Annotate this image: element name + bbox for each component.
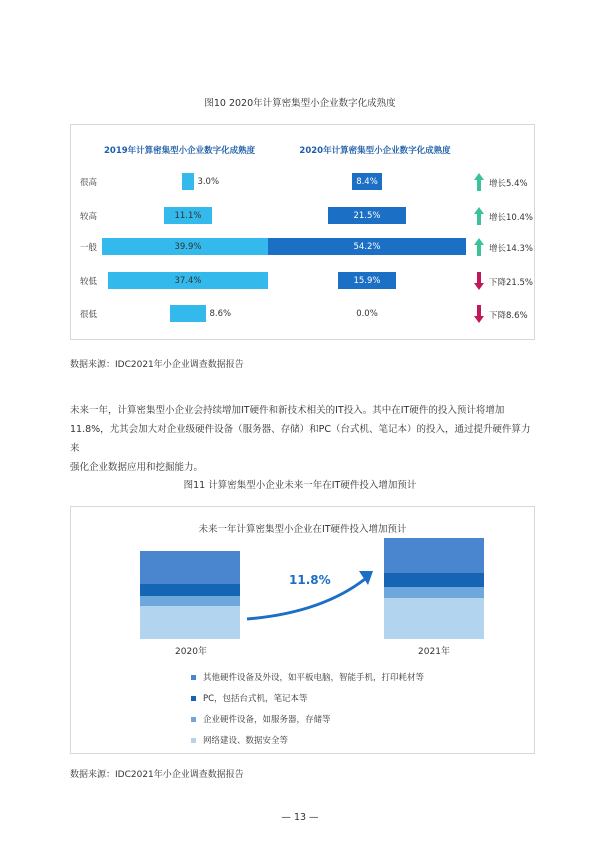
chart-title: 未来一年计算密集型小企业在IT硬件投入增加预计: [198, 524, 407, 535]
value-label-2020: 54.2%: [353, 242, 381, 252]
row-label: 较高: [80, 212, 98, 222]
value-label-2019: 37.4%: [174, 276, 202, 286]
legend-swatch: [191, 696, 196, 701]
change-label: 增长10.4%: [489, 213, 534, 223]
bar-2019: [182, 173, 195, 190]
column-header-2019: 2019年计算密集型小企业数字化成熟度: [104, 146, 256, 156]
stack-segment: [384, 573, 484, 587]
legend-label: 网络建设、数据安全等: [203, 736, 289, 746]
figure-11-panel: [70, 506, 535, 754]
page-number: — 13 —: [281, 812, 319, 823]
value-label-2019: 8.6%: [209, 309, 232, 319]
body-paragraph: [70, 401, 540, 477]
paragraph-line: 11.8%，尤其会加大对企业级硬件设备（服务器、存储）和PC（台式机、笔记本）的投入，通过提升硬件算力来: [70, 424, 531, 454]
growth-label: 11.8%: [289, 573, 331, 587]
row-label: 较低: [80, 277, 98, 287]
x-axis-label-2021: 2021年: [418, 647, 450, 657]
chart-legend: [191, 671, 424, 755]
value-label-2020: 0.0%: [356, 309, 378, 319]
value-label-2020: 21.5%: [353, 211, 381, 221]
value-label-2020: 8.4%: [356, 177, 378, 187]
change-label: 增长14.3%: [489, 244, 534, 254]
data-source-note: 数据来源：IDC2021年小企业调查数据报告: [70, 360, 244, 370]
arrow-down-icon: [474, 305, 484, 323]
stack-segment: [140, 584, 240, 596]
value-label-2019: 3.0%: [197, 177, 220, 187]
value-label-2019: 39.9%: [174, 242, 202, 252]
arrow-up-icon: [474, 238, 484, 256]
stack-segment: [140, 606, 240, 639]
legend-item: [191, 734, 424, 755]
x-axis-label-2020: 2020年: [175, 647, 207, 657]
row-label: 很低: [80, 310, 98, 320]
stack-segment: [384, 538, 484, 573]
legend-item: [191, 692, 424, 713]
arrow-up-icon: [474, 173, 484, 191]
stack-segment: [384, 587, 484, 598]
paragraph-line: 未来一年，计算密集型小企业会持续增加IT硬件和新技术相关的IT投入。其中在IT硬件的投入预计将增加: [70, 405, 505, 416]
legend-swatch: [191, 738, 196, 743]
legend-swatch: [191, 675, 196, 680]
value-label-2019: 11.1%: [174, 211, 202, 221]
legend-label: 其他硬件设备及外设，如平板电脑，智能手机，打印耗材等: [203, 673, 425, 683]
change-label: 下降8.6%: [489, 311, 528, 321]
legend-item: [191, 671, 424, 692]
bar-2019: [170, 305, 207, 322]
legend-item: [191, 713, 424, 734]
figure-11-title: 图11 计算密集型小企业未来一年在IT硬件投入增加预计: [183, 480, 417, 491]
stack-segment: [384, 598, 484, 639]
stack-segment: [140, 596, 240, 606]
legend-label: PC，包括台式机，笔记本等: [203, 694, 308, 704]
row-label: 一般: [80, 243, 98, 253]
figure-10-title: 图10 2020年计算密集型小企业数字化成熟度: [204, 98, 396, 109]
arrow-down-icon: [474, 272, 484, 290]
change-label: 下降21.5%: [489, 278, 534, 288]
change-label: 增长5.4%: [489, 179, 528, 189]
legend-swatch: [191, 717, 196, 722]
legend-label: 企业硬件设备，如服务器，存储等: [203, 715, 331, 725]
data-source-note: 数据来源：IDC2021年小企业调查数据报告: [70, 770, 244, 780]
value-label-2020: 15.9%: [353, 276, 381, 286]
figure-10-panel: [70, 124, 535, 340]
column-header-2020: 2020年计算密集型小企业数字化成熟度: [299, 146, 451, 156]
paragraph-line: 强化企业数据应用和挖掘能力。: [70, 462, 204, 473]
arrow-up-icon: [474, 207, 484, 225]
row-label: 很高: [80, 178, 98, 188]
stack-segment: [140, 551, 240, 584]
